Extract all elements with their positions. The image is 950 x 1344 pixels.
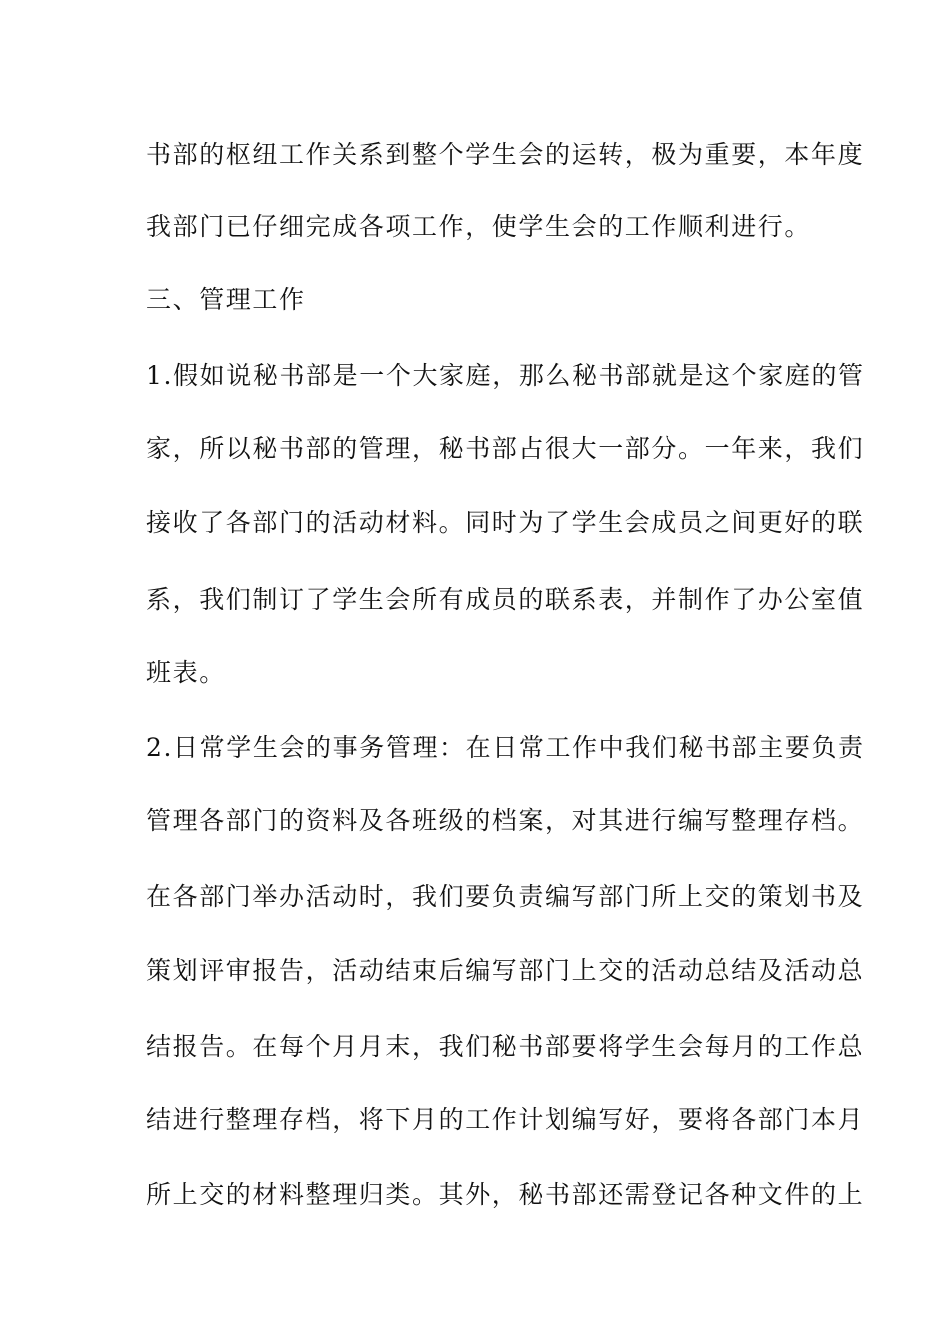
text-line: 1.假如说秘书部是一个大家庭，那么秘书部就是这个家庭的管 (146, 361, 865, 390)
text-line: 家，所以秘书部的管理，秘书部占很大一部分。一年来，我们 (146, 434, 865, 463)
text-line: 在各部门举办活动时，我们要负责编写部门所上交的策划书及 (146, 882, 865, 911)
text-line: 我部门已仔细完成各项工作，使学生会的工作顺利进行。 (146, 212, 812, 241)
text-line: 管理各部门的资料及各班级的档案，对其进行编写整理存档。 (146, 806, 865, 835)
text-line: 2.日常学生会的事务管理：在日常工作中我们秘书部主要负责 (146, 733, 865, 762)
text-line: 结报告。在每个月月末，我们秘书部要将学生会每月的工作总 (146, 1032, 865, 1061)
text-line: 策划评审报告，活动结束后编写部门上交的活动总结及活动总 (146, 956, 865, 985)
text-line: 所上交的材料整理归类。其外，秘书部还需登记各种文件的上 (146, 1180, 865, 1209)
section-heading: 三、管理工作 (146, 285, 306, 314)
text-line: 系，我们制订了学生会所有成员的联系表，并制作了办公室值 (146, 585, 865, 614)
text-line: 结进行整理存档，将下月的工作计划编写好，要将各部门本月 (146, 1105, 865, 1134)
text-line: 接收了各部门的活动材料。同时为了学生会成员之间更好的联 (146, 508, 865, 537)
text-line: 班表。 (146, 658, 226, 687)
text-line: 书部的枢纽工作关系到整个学生会的运转，极为重要，本年度 (146, 140, 865, 169)
